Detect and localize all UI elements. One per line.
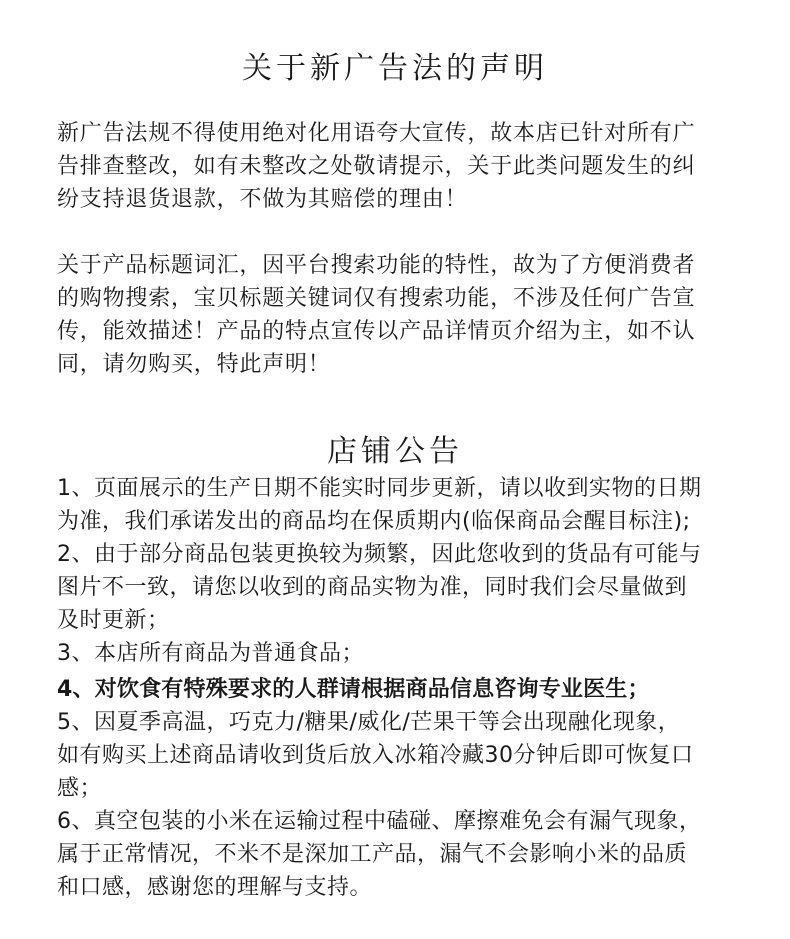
text-line: 的购物搜索，宝贝标题关键词仅有搜索功能，不涉及任何广告宣 bbox=[57, 286, 696, 311]
notice-line: 图片不一致，请您以收到的商品实物为准，同时我们会尽量做到 bbox=[57, 575, 688, 600]
text-line: 传，能效描述！产品的特点宣传以产品详情页介绍为主，如不认 bbox=[57, 319, 696, 344]
notice-line: 及时更新； bbox=[57, 608, 170, 633]
notice-line: 2、由于部分商品包装更换较为频繁，因此您收到的货品有可能与 bbox=[57, 542, 702, 567]
text-line: 关于产品标题词汇，因平台搜索功能的特性，故为了方便消费者 bbox=[57, 253, 696, 278]
declaration-paragraph-2 bbox=[57, 249, 747, 381]
notice-line: 6、真空包装的小米在运输过程中磕碰、摩擦难免会有漏气现象， bbox=[57, 809, 702, 834]
notice-line: 4、对饮食有特殊要求的人群请根据商品信息咨询专业医生； bbox=[57, 677, 650, 702]
notice-list bbox=[57, 472, 757, 904]
text-line: 告排查整改，如有未整改之处敬请提示，关于此类问题发生的纠 bbox=[57, 154, 696, 179]
declaration-title: 关于新广告法的声明 bbox=[242, 51, 548, 86]
notice-line: 和口感，感谢您的理解与支持。 bbox=[57, 875, 373, 900]
text-line: 纷支持退货退款，不做为其赔偿的理由！ bbox=[57, 187, 468, 212]
notice-title: 店铺公告 bbox=[327, 434, 463, 469]
notice-line: 1、页面展示的生产日期不能实时同步更新，请以收到实物的日期 bbox=[57, 476, 702, 501]
notice-line: 为准，我们承诺发出的商品均在保质期内(临保商品会醒目标注); bbox=[57, 509, 691, 534]
notice-line: 3、本店所有商品为普通食品； bbox=[57, 641, 364, 666]
declaration-paragraph-1 bbox=[57, 117, 747, 216]
notice-line: 5、因夏季高温，巧克力/糖果/威化/芒果干等会出现融化现象， bbox=[57, 710, 681, 735]
notice-line: 属于正常情况，不米不是深加工产品，漏气不会影响小米的品质 bbox=[57, 842, 688, 867]
notice-line: 感； bbox=[57, 776, 103, 801]
notice-line: 如有购买上述商品请收到货后放入冰箱冷藏30分钟后即可恢复口 bbox=[57, 743, 694, 768]
text-line: 新广告法规不得使用绝对化用语夸大宣传，故本店已针对所有广 bbox=[57, 121, 696, 146]
text-line: 同，请勿购买，特此声明！ bbox=[57, 352, 331, 377]
